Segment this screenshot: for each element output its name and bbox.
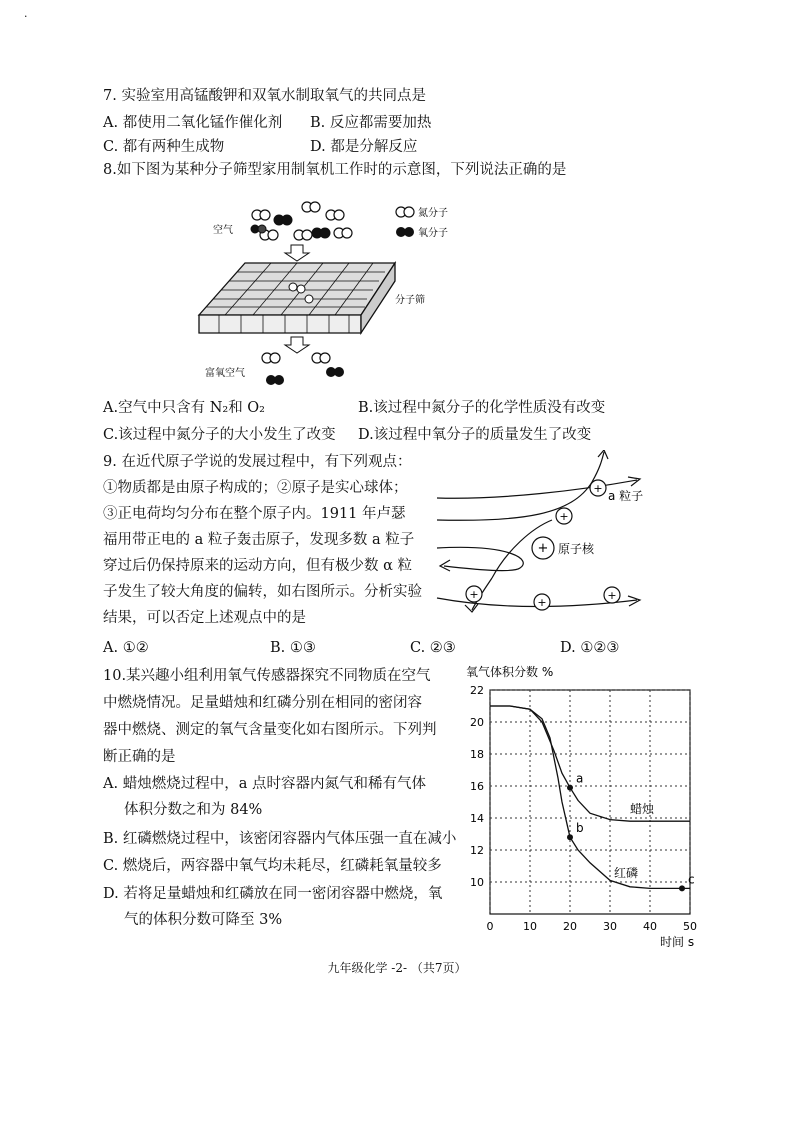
chart-x-tick-label: 10 — [523, 920, 537, 933]
chart-x-tick-label: 50 — [683, 920, 697, 933]
q8-option-b: B.该过程中氮分子的化学性质没有改变 — [358, 400, 606, 416]
q9-option-d: D. ①②③ — [560, 640, 620, 656]
chart-x-axis-label: 时间 s — [660, 935, 695, 948]
q9-line-6: 子发生了较大角度的偏转，如右图所示。分析实验 — [103, 584, 422, 600]
q7-option-a: A. 都使用二氧化锰作催化剂 — [103, 115, 283, 131]
plus-sign: + — [593, 482, 603, 495]
chart-point-marker — [567, 834, 573, 840]
q10-option-c: C. 燃烧后，两容器中氧气均未耗尽，红磷耗氧量较多 — [103, 858, 442, 874]
chart-y-tick-label: 12 — [470, 844, 484, 857]
chart-series-line-2 — [490, 706, 690, 888]
chart-point-label: c — [688, 872, 695, 887]
plus-sign: + — [607, 589, 617, 602]
q9-option-b: B. ①③ — [270, 640, 316, 656]
q10-line-3: 器中燃烧、测定的氧气含量变化如右图所示。下列判 — [103, 722, 437, 738]
chart-x-tick-label: 40 — [643, 920, 657, 933]
chart-series-label: 蜡烛 — [629, 802, 655, 817]
chart-series-line-1 — [490, 706, 690, 821]
chart-point-marker — [679, 885, 685, 891]
chart-y-tick-label: 16 — [470, 780, 484, 793]
q9-line-1: 9. 在近代原子学说的发展过程中，有下列观点： — [103, 454, 412, 470]
q10-line-2: 中燃烧情况。足量蜡烛和红磷分别在相同的密闭容 — [103, 695, 422, 711]
chart-y-tick-label: 22 — [470, 684, 484, 697]
q9-line-3: ③正电荷均匀分布在整个原子内。1911 年卢瑟 — [103, 506, 406, 522]
q7-option-d: D. 都是分解反应 — [310, 139, 418, 155]
output-label: 富氧空气 — [205, 368, 245, 379]
plus-sign: + — [559, 510, 569, 523]
sieve-label: 分子筛 — [395, 295, 425, 306]
q7-stem: 7. 实验室用高锰酸钾和双氧水制取氧气的共同点是 — [103, 88, 426, 104]
q9-line-4: 福用带正电的 a 粒子轰击原子，发现多数 a 粒子 — [103, 532, 415, 548]
q7-option-b: B. 反应都需要加热 — [310, 115, 432, 131]
q10-option-d: D. 若将足量蜡烛和红磷放在同一密闭容器中燃烧，氧 — [103, 886, 443, 902]
q9-line-7: 结果，可以否定上述观点中的是 — [103, 610, 306, 626]
q10-option-a-cont: 体积分数之和为 84% — [124, 802, 263, 818]
corner-mark: · — [24, 10, 28, 23]
page-footer: 九年级化学 -2- （共7页） — [327, 961, 467, 975]
q9-line-2: ①物质都是由原子构成的；②原子是实心球体； — [103, 480, 408, 496]
plus-sign: + — [469, 588, 479, 601]
q10-line-1: 10.某兴趣小组利用氧气传感器探究不同物质在空气 — [103, 668, 431, 684]
q8-stem: 8.如下图为某种分子筛型家用制氧机工作时的示意图，下列说法正确的是 — [103, 162, 567, 178]
q10-line-4: 断正确的是 — [103, 749, 176, 765]
chart-point-marker — [567, 785, 573, 791]
q9-line-5: 穿过后仍保持原来的运动方向，但有极少数 α 粒 — [103, 558, 413, 574]
chart-point-label: a — [576, 771, 584, 786]
chart-x-tick-label: 0 — [486, 920, 494, 933]
molecular-sieve-diagram — [185, 195, 485, 395]
q8-option-c: C.该过程中氮分子的大小发生了改变 — [103, 427, 336, 443]
q10-option-b: B. 红磷燃烧过程中，该密闭容器内气体压强一直在减小 — [103, 831, 457, 847]
plus-sign: + — [537, 541, 549, 556]
q7-option-c: C. 都有两种生成物 — [103, 139, 225, 155]
air-label: 空气 — [213, 225, 233, 236]
alpha-particle-label: a 粒子 — [608, 489, 644, 503]
legend-o2-label: 氧分子 — [418, 228, 448, 239]
q10-option-d-cont: 气的体积分数可降至 3% — [124, 912, 283, 928]
q9-option-a: A. ①② — [103, 640, 149, 656]
q8-option-a: A.空气中只含有 N₂和 O₂ — [103, 400, 265, 416]
chart-series-label: 红磷 — [613, 866, 639, 881]
q10-option-a: A. 蜡烛燃烧过程中，a 点时容器内氮气和稀有气体 — [103, 776, 426, 792]
chart-y-tick-label: 10 — [470, 876, 484, 889]
chart-point-label: b — [576, 821, 584, 836]
chart-y-tick-label: 14 — [470, 812, 484, 825]
chart-y-tick-label: 18 — [470, 748, 484, 761]
legend-n2-label: 氮分子 — [418, 208, 448, 219]
plus-sign: + — [537, 596, 547, 609]
alpha-scattering-diagram — [432, 450, 657, 620]
chart-x-tick-label: 30 — [603, 920, 617, 933]
q8-option-d: D.该过程中氧分子的质量发生了改变 — [358, 427, 592, 443]
q9-option-c: C. ②③ — [410, 640, 456, 656]
oxygen-fraction-chart — [460, 658, 710, 948]
chart-y-axis-label: 氧气体积分数 % — [466, 665, 554, 679]
chart-plot-frame — [490, 690, 690, 914]
nucleus-label: 原子核 — [558, 542, 595, 556]
chart-y-tick-label: 20 — [470, 716, 484, 729]
chart-x-tick-label: 20 — [563, 920, 577, 933]
